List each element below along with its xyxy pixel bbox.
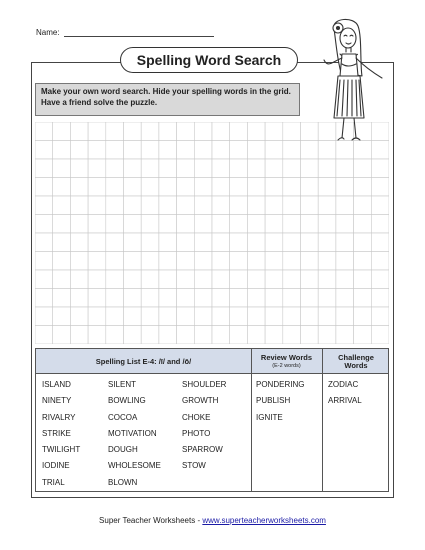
grid-cell[interactable] [283,196,301,215]
spelling-word: RIVALRY [42,412,76,422]
table-header [36,349,388,374]
grid-cell[interactable] [159,178,177,197]
grid-cell[interactable] [336,252,354,271]
grid-cell[interactable] [212,196,230,215]
grid-cell[interactable] [106,122,124,141]
grid-cell[interactable] [159,122,177,141]
grid-cell[interactable] [141,159,159,178]
grid-cell[interactable] [53,196,71,215]
grid-cell[interactable] [301,196,319,215]
grid-cell[interactable] [336,178,354,197]
spelling-word: MOTIVATION [108,428,157,438]
grid-cell[interactable] [124,215,142,234]
footer-prefix: Super Teacher Worksheets - [99,516,203,525]
grid-cell[interactable] [301,215,319,234]
grid-cell[interactable] [106,252,124,271]
grid-cell[interactable] [371,289,389,308]
spelling-word: SPARROW [182,445,223,455]
grid-cell[interactable] [53,159,71,178]
grid-cell[interactable] [265,215,283,234]
grid-cell[interactable] [53,122,71,141]
spelling-word: STOW [182,461,206,471]
grid-cell[interactable] [354,178,372,197]
grid-cell[interactable] [35,233,53,252]
worksheet-title: Spelling Word Search [120,47,298,73]
grid-cell[interactable] [247,122,265,141]
grid-cell[interactable] [336,233,354,252]
grid-cell[interactable] [336,215,354,234]
grid-cell[interactable] [212,289,230,308]
grid-cell[interactable] [141,196,159,215]
grid-cell[interactable] [354,159,372,178]
grid-cell[interactable] [106,141,124,160]
grid-cell[interactable] [247,141,265,160]
grid-cell[interactable] [53,215,71,234]
grid-cell[interactable] [247,307,265,326]
grid-cell[interactable] [301,307,319,326]
grid-cell[interactable] [159,233,177,252]
grid-cell[interactable] [70,326,88,345]
grid-cell[interactable] [141,270,159,289]
grid-cell[interactable] [318,215,336,234]
instructions-box: Make your own word search. Hide your spelling words in the grid. Have a friend solve the puzzle. [35,83,300,116]
grid-cell[interactable] [53,252,71,271]
grid-cell[interactable] [283,178,301,197]
grid-cell[interactable] [354,252,372,271]
grid-cell[interactable] [230,122,248,141]
grid-cell[interactable] [141,252,159,271]
spelling-word: IODINE [42,461,70,471]
grid-cell[interactable] [35,326,53,345]
grid-cell[interactable] [283,252,301,271]
grid-cell[interactable] [35,122,53,141]
grid-cell[interactable] [70,252,88,271]
grid-cell[interactable] [247,326,265,345]
spelling-word: NINETY [42,396,72,406]
grid-cell[interactable] [301,289,319,308]
grid-cell[interactable] [70,159,88,178]
spelling-word: DOUGH [108,445,138,455]
grid-cell[interactable] [336,159,354,178]
grid-cell[interactable] [212,178,230,197]
grid-cell[interactable] [212,141,230,160]
grid-cell[interactable] [354,289,372,308]
grid-cell[interactable] [124,270,142,289]
grid-cell[interactable] [371,326,389,345]
grid-cell[interactable] [354,233,372,252]
grid-cell[interactable] [354,326,372,345]
grid-cell[interactable] [318,326,336,345]
spelling-word: ZODIAC [328,380,359,389]
spelling-word: PONDERING [256,380,305,389]
grid-cell[interactable] [177,326,195,345]
spelling-list-table [35,348,389,492]
grid-cell[interactable] [159,196,177,215]
grid-cell[interactable] [70,141,88,160]
grid-cell[interactable] [53,233,71,252]
footer-link[interactable]: www.superteacherworksheets.com [202,516,326,525]
word-column-3 [182,377,226,475]
grid-cell[interactable] [301,159,319,178]
grid-cell[interactable] [371,159,389,178]
grid-cell[interactable] [88,233,106,252]
grid-cell[interactable] [88,307,106,326]
header-challenge-words: Challenge Words [338,352,374,370]
grid-cell[interactable] [318,289,336,308]
grid-cell[interactable] [318,270,336,289]
grid-cell[interactable] [53,326,71,345]
grid-cell[interactable] [35,215,53,234]
spelling-word: SHOULDER [182,380,227,389]
grid-cell[interactable] [70,122,88,141]
grid-cell[interactable] [265,122,283,141]
spelling-word: BLOWN [108,477,138,487]
grid-cell[interactable] [106,196,124,215]
divider [322,349,323,491]
grid-cell[interactable] [53,178,71,197]
header-spelling-list: Spelling List E-4: /ī/ and /ō/ [95,356,192,366]
grid-cell[interactable] [283,307,301,326]
spelling-word: PHOTO [182,428,211,438]
grid-cell[interactable] [35,307,53,326]
grid-cell[interactable] [159,270,177,289]
grid-cell[interactable] [194,178,212,197]
grid-cell[interactable] [265,233,283,252]
grid-cell[interactable] [141,215,159,234]
grid-cell[interactable] [106,307,124,326]
grid-cell[interactable] [336,270,354,289]
grid-cell[interactable] [159,289,177,308]
grid-cell[interactable] [35,252,53,271]
spelling-word: SILENT [108,380,137,389]
grid-cell[interactable] [318,196,336,215]
grid-cell[interactable] [106,270,124,289]
grid-cell[interactable] [247,196,265,215]
grid-cell[interactable] [53,141,71,160]
grid-cell[interactable] [265,289,283,308]
grid-cell[interactable] [212,233,230,252]
grid-cell[interactable] [70,307,88,326]
grid-cell[interactable] [88,270,106,289]
grid-cell[interactable] [301,178,319,197]
grid-cell[interactable] [283,122,301,141]
grid-cell[interactable] [88,122,106,141]
grid-cell[interactable] [230,270,248,289]
spelling-word: TWILIGHT [42,445,81,455]
grid-cell[interactable] [35,289,53,308]
grid-cell[interactable] [106,215,124,234]
grid-cell[interactable] [88,196,106,215]
grid-cell[interactable] [124,326,142,345]
name-row [36,28,214,37]
grid-cell[interactable] [141,122,159,141]
grid-cell[interactable] [318,233,336,252]
grid-cell[interactable] [194,233,212,252]
grid-cell[interactable] [70,233,88,252]
grid-cell[interactable] [106,159,124,178]
grid-cell[interactable] [212,307,230,326]
name-field-line[interactable] [64,29,214,37]
grid-cell[interactable] [230,215,248,234]
spelling-word: WHOLESOME [108,461,161,471]
review-words-column [256,377,304,426]
grid-cell[interactable] [194,252,212,271]
grid-cell[interactable] [194,326,212,345]
grid-cell[interactable] [177,215,195,234]
grid-cell[interactable] [354,270,372,289]
grid-cell[interactable] [194,122,212,141]
grid-cell[interactable] [301,233,319,252]
grid-cell[interactable] [265,159,283,178]
grid-cell[interactable] [212,326,230,345]
grid-cell[interactable] [88,215,106,234]
grid-cell[interactable] [124,196,142,215]
grid-cell[interactable] [159,326,177,345]
grid-cell[interactable] [88,178,106,197]
grid-cell[interactable] [141,141,159,160]
grid-cell[interactable] [70,178,88,197]
grid-cell[interactable] [141,233,159,252]
grid-cell[interactable] [371,252,389,271]
grid-cell[interactable] [177,307,195,326]
grid-cell[interactable] [371,196,389,215]
grid-cell[interactable] [230,289,248,308]
grid-cell[interactable] [371,270,389,289]
grid-cell[interactable] [283,215,301,234]
name-label: Name: [36,28,60,37]
grid-cell[interactable] [265,270,283,289]
grid-cell[interactable] [88,159,106,178]
spelling-word: GROWTH [182,396,219,406]
grid-cell[interactable] [141,289,159,308]
grid-cell[interactable] [212,270,230,289]
grid-cell[interactable] [159,252,177,271]
grid-cell[interactable] [247,178,265,197]
grid-cell[interactable] [159,307,177,326]
spelling-word: PUBLISH [256,396,291,406]
grid-cell[interactable] [318,159,336,178]
grid-cell[interactable] [124,252,142,271]
spelling-word: TRIAL [42,477,65,487]
grid-cell[interactable] [124,159,142,178]
grid-cell[interactable] [70,270,88,289]
word-column-1 [42,377,80,491]
grid-cell[interactable] [106,289,124,308]
grid-cell[interactable] [124,307,142,326]
grid-cell[interactable] [336,196,354,215]
grid-cell[interactable] [283,159,301,178]
grid-cell[interactable] [230,307,248,326]
grid-cell[interactable] [212,252,230,271]
grid-cell[interactable] [141,326,159,345]
grid-cell[interactable] [177,159,195,178]
grid-cell[interactable] [230,196,248,215]
grid-cell[interactable] [124,178,142,197]
grid-cell[interactable] [53,307,71,326]
grid-cell[interactable] [230,326,248,345]
grid-cell[interactable] [247,270,265,289]
grid-cell[interactable] [53,270,71,289]
grid-cell[interactable] [247,252,265,271]
grid-cell[interactable] [141,178,159,197]
grid-cell[interactable] [177,141,195,160]
grid-cell[interactable] [247,215,265,234]
grid-cell[interactable] [230,178,248,197]
grid-cell[interactable] [318,252,336,271]
spelling-word: CHOKE [182,412,211,422]
grid-cell[interactable] [159,141,177,160]
grid-cell[interactable] [265,196,283,215]
grid-cell[interactable] [88,289,106,308]
word-search-grid[interactable] [35,122,389,344]
grid-cell[interactable] [177,178,195,197]
grid-cell[interactable] [230,159,248,178]
grid-cell[interactable] [230,252,248,271]
grid-cell[interactable] [159,159,177,178]
grid-cell[interactable] [194,159,212,178]
grid-cell[interactable] [194,196,212,215]
grid-cell[interactable] [265,178,283,197]
spelling-word: BOWLING [108,396,146,406]
grid-cell[interactable] [301,252,319,271]
grid-cell[interactable] [106,178,124,197]
grid-cell[interactable] [70,196,88,215]
grid-cell[interactable] [177,233,195,252]
grid-cell[interactable] [212,122,230,141]
grid-cell[interactable] [194,307,212,326]
grid-cell[interactable] [371,233,389,252]
grid-cell[interactable] [265,252,283,271]
grid-cell[interactable] [177,289,195,308]
grid-cell[interactable] [318,307,336,326]
hula-girl-illustration [302,14,392,154]
grid-cell[interactable] [336,289,354,308]
grid-cell[interactable] [124,141,142,160]
grid-cell[interactable] [301,270,319,289]
grid-cell[interactable] [371,178,389,197]
grid-cell[interactable] [106,326,124,345]
grid-cell[interactable] [354,307,372,326]
grid-cell[interactable] [247,159,265,178]
grid-cell[interactable] [35,141,53,160]
grid-cell[interactable] [247,289,265,308]
header-review-words: Review Words (E-2 words) [260,352,313,369]
grid-cell[interactable] [283,289,301,308]
grid-cell[interactable] [70,289,88,308]
grid-cell[interactable] [177,196,195,215]
grid-cell[interactable] [106,233,124,252]
grid-cell[interactable] [283,141,301,160]
grid-cell[interactable] [354,196,372,215]
grid-cell[interactable] [194,141,212,160]
grid-cell[interactable] [70,215,88,234]
grid-cell[interactable] [371,215,389,234]
grid-cell[interactable] [230,141,248,160]
grid-cell[interactable] [212,159,230,178]
grid-cell[interactable] [265,141,283,160]
spelling-word: ISLAND [42,380,71,389]
grid-cell[interactable] [141,307,159,326]
challenge-words-column [328,377,362,410]
grid-cell[interactable] [35,270,53,289]
grid-cell[interactable] [88,141,106,160]
grid-cell[interactable] [318,178,336,197]
grid-cell[interactable] [88,252,106,271]
spelling-word: ARRIVAL [328,396,362,406]
grid-cell[interactable] [159,215,177,234]
spelling-word: IGNITE [256,412,283,422]
grid-cell[interactable] [177,122,195,141]
grid-cell[interactable] [124,289,142,308]
grid-cell[interactable] [177,270,195,289]
grid-cell[interactable] [301,326,319,345]
grid-cell[interactable] [371,307,389,326]
word-column-2 [108,377,161,491]
grid-cell[interactable] [336,307,354,326]
grid-cell[interactable] [194,215,212,234]
grid-cell[interactable] [230,233,248,252]
grid-cell[interactable] [265,307,283,326]
grid-cell[interactable] [194,270,212,289]
grid-cell[interactable] [53,289,71,308]
grid-cell[interactable] [354,215,372,234]
spelling-word: STRIKE [42,428,71,438]
grid-cell[interactable] [124,233,142,252]
grid-cell[interactable] [283,270,301,289]
grid-cell[interactable] [88,326,106,345]
grid-cell[interactable] [35,196,53,215]
grid-cell[interactable] [35,178,53,197]
spelling-word: COCOA [108,412,138,422]
grid-cell[interactable] [283,326,301,345]
grid-cell[interactable] [265,326,283,345]
grid-cell[interactable] [247,233,265,252]
grid-cell[interactable] [124,122,142,141]
grid-cell[interactable] [177,252,195,271]
divider [251,349,252,491]
grid-cell[interactable] [212,215,230,234]
grid-cell[interactable] [283,233,301,252]
footer [0,516,425,525]
grid-cell[interactable] [194,289,212,308]
grid-cell[interactable] [336,326,354,345]
grid-cell[interactable] [35,159,53,178]
